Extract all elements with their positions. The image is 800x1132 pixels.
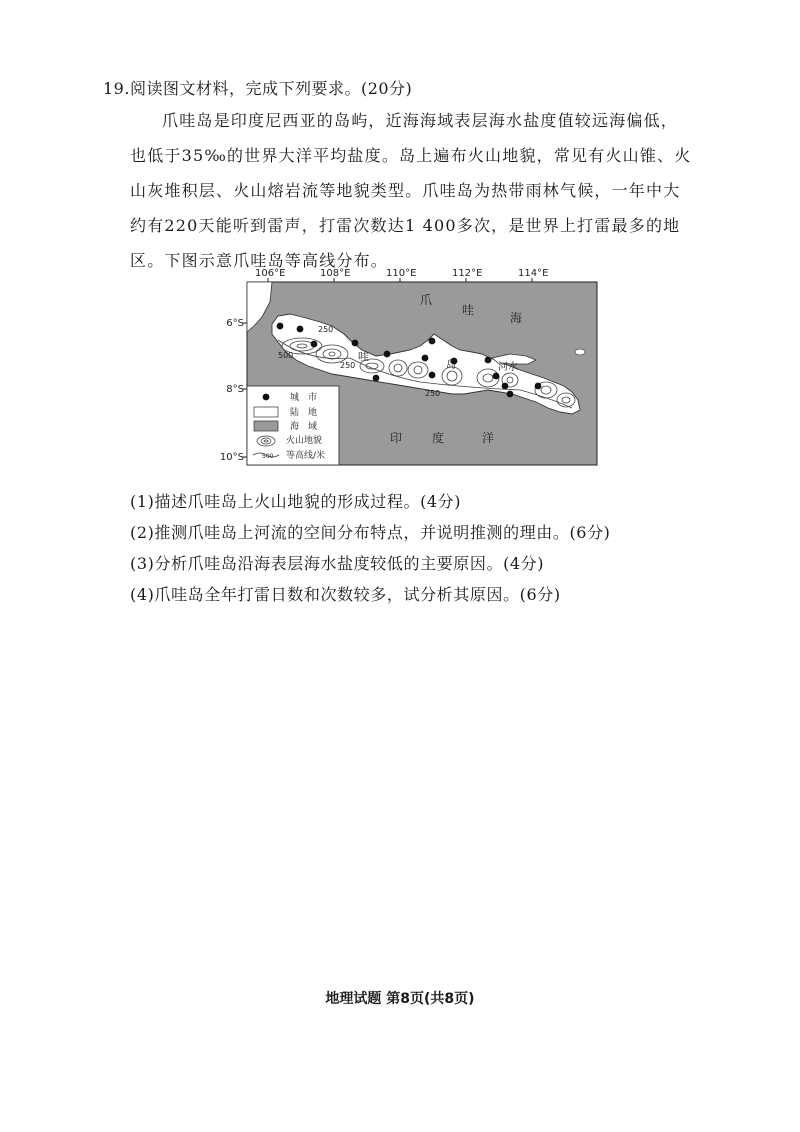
city-dot bbox=[311, 341, 318, 348]
map-legend bbox=[247, 386, 339, 465]
city-dot bbox=[352, 340, 359, 347]
lon-label: 114°E bbox=[518, 268, 549, 279]
lon-label: 112°E bbox=[452, 268, 483, 279]
legend-contour-sample: 500 bbox=[262, 453, 274, 460]
city-dot bbox=[502, 383, 509, 390]
java-sea-label: 哇 bbox=[462, 303, 475, 317]
city-dot bbox=[429, 372, 436, 379]
sub-question: (3)分析爪哇岛沿海表层海水盐度较低的主要原因。(4分) bbox=[130, 554, 545, 573]
legend-land-label: 陆 地 bbox=[290, 408, 318, 418]
sub-question: (2)推测爪哇岛上河流的空间分布特点，并说明推测的理由。(6分) bbox=[130, 523, 611, 542]
city-dot bbox=[429, 338, 436, 345]
city-dot bbox=[485, 357, 492, 364]
java-sea-label: 海 bbox=[510, 311, 523, 325]
paragraph-line: 约有220天能听到雷声，打雷次数达1 400多次，是世界上打雷最多的地 bbox=[130, 216, 681, 235]
legend-city-label: 城 市 bbox=[290, 393, 318, 403]
legend-sea-icon bbox=[254, 421, 278, 431]
indian-ocean-label: 度 bbox=[432, 431, 445, 445]
legend-sea-label: 海 域 bbox=[290, 422, 318, 432]
contour-value: 250 bbox=[425, 389, 441, 398]
sub-question: (1)描述爪哇岛上火山地貌的形成过程。(4分) bbox=[130, 492, 462, 511]
lat-label: 10°S bbox=[220, 452, 244, 463]
paragraph-line: 爪哇岛是印度尼西亚的岛屿，近海海域表层海水盐度值较远海偏低， bbox=[162, 111, 679, 130]
paragraph-line: 山灰堆积层、火山熔岩流等地貌类型。爪哇岛为热带雨林气候，一年中大 bbox=[130, 181, 681, 200]
city-dot bbox=[422, 355, 429, 362]
lat-label: 8°S bbox=[226, 384, 244, 395]
map-svg bbox=[220, 262, 610, 472]
paragraph-line: 也低于35‰的世界大洋平均盐度。岛上遍布火山地貌，常见有火山锥、火 bbox=[130, 146, 692, 165]
legend-land-icon bbox=[254, 407, 278, 417]
question-title: 19.阅读图文材料，完成下列要求。(20分) bbox=[103, 79, 413, 98]
city-dot bbox=[373, 375, 380, 382]
island-label: 岛 bbox=[446, 360, 456, 371]
city-dot bbox=[297, 326, 304, 333]
legend-volcano-label: 火山地貌 bbox=[286, 436, 323, 446]
city-dot bbox=[277, 323, 284, 330]
indian-ocean-label: 洋 bbox=[482, 431, 495, 445]
sub-question-list bbox=[130, 486, 690, 610]
indian-ocean-label: 印 bbox=[390, 431, 403, 445]
lon-label: 110°E bbox=[386, 268, 417, 279]
contour-value: 250 bbox=[340, 361, 356, 370]
island-label: 哇 bbox=[358, 350, 369, 363]
islet bbox=[575, 349, 585, 355]
city-dot bbox=[507, 391, 514, 398]
lon-label: 106°E bbox=[255, 268, 286, 279]
page-footer: 地理试题 第8页(共8页) bbox=[325, 991, 475, 1007]
contour-value: 500 bbox=[278, 351, 294, 360]
city-dot bbox=[493, 373, 500, 380]
contour-value: 250 bbox=[318, 325, 334, 334]
legend-contour-label: 等高线/米 bbox=[286, 451, 326, 461]
paragraph-line: 区。下图示意爪哇岛等高线分布。 bbox=[130, 251, 389, 270]
java-sea-label: 爪 bbox=[420, 293, 433, 307]
material-paragraph bbox=[130, 103, 700, 278]
java-contour-map bbox=[220, 262, 610, 472]
lat-label: 6°S bbox=[226, 318, 244, 329]
river-label: 河水 bbox=[498, 362, 518, 373]
legend-city-icon bbox=[263, 394, 270, 401]
sub-question: (4)爪哇岛全年打雷日数和次数较多，试分析其原因。(6分) bbox=[130, 585, 561, 604]
city-dot bbox=[384, 351, 391, 358]
lon-label: 108°E bbox=[320, 268, 351, 279]
city-dot bbox=[535, 383, 542, 390]
